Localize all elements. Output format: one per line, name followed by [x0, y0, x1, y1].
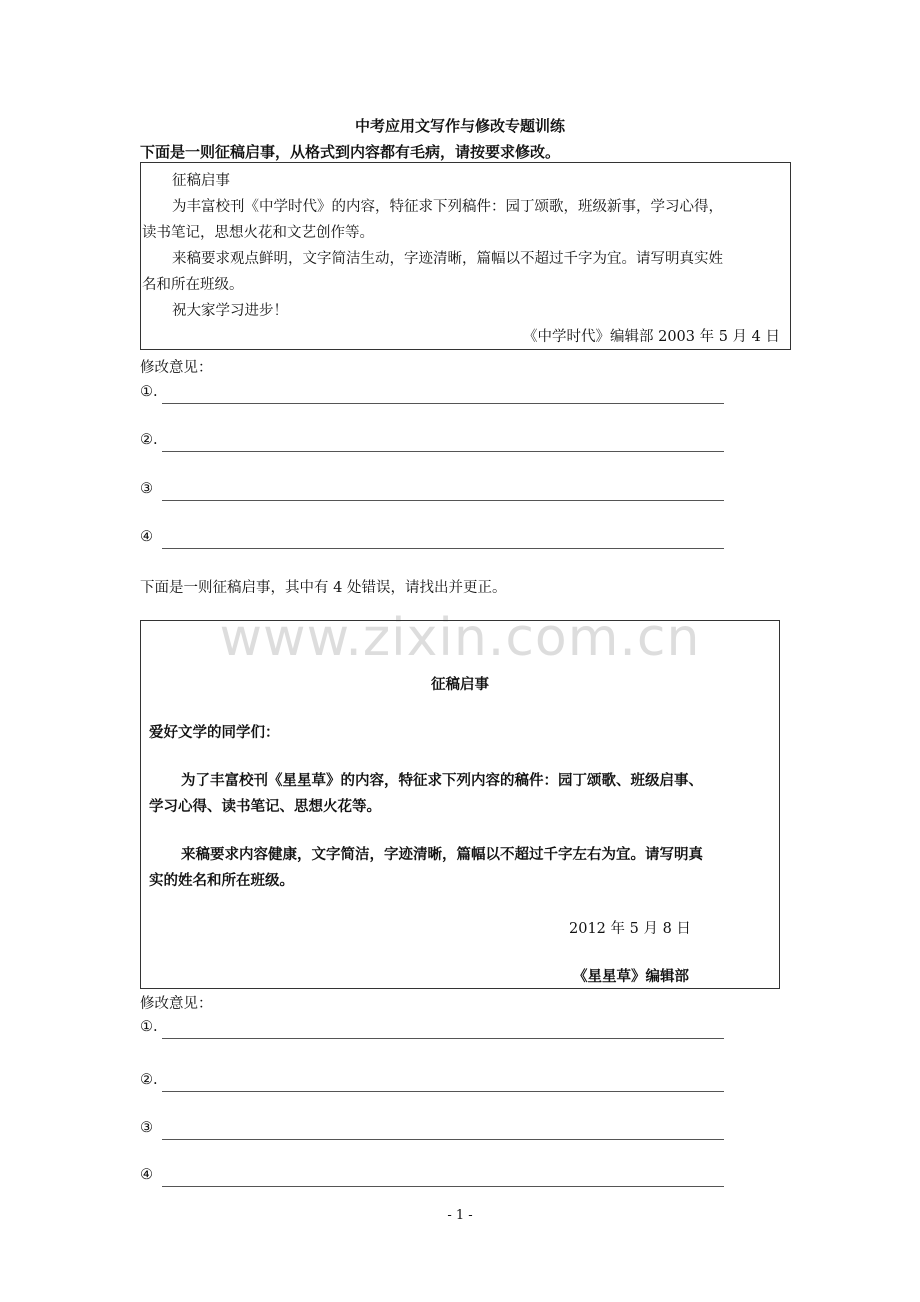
section2-instruction: 下面是一则征稿启事，其中有 4 处错误，请找出并更正。 — [140, 580, 507, 596]
notice2-para2-line2: 实的姓名和所在班级。 — [149, 872, 294, 889]
notice-box-1 — [140, 162, 791, 350]
notice1-heading: 征稿启事 — [172, 173, 230, 189]
answer-number: ④ — [140, 529, 153, 545]
notice1-para1-line1: 为丰富校刊《中学时代》的内容，特征求下列稿件：园丁颂歌，班级新事，学习心得， — [172, 199, 723, 215]
answer-line-2-2[interactable] — [140, 1070, 724, 1092]
notice1-signature: 《中学时代》编辑部 2003 年 5 月 4 日 — [522, 329, 780, 345]
notice1-para2-line2: 名和所在班级。 — [142, 277, 244, 293]
notice1-closing: 祝大家学习进步！ — [172, 303, 288, 319]
section1-instruction: 下面是一则征稿启事，从格式到内容都有毛病，请按要求修改。 — [140, 143, 561, 161]
answer-number: ②. — [140, 432, 158, 448]
notice2-date: 2012 年 5 月 8 日 — [569, 921, 691, 937]
notice2-para2-line1: 来稿要求内容健康，文字简洁，字迹清晰，篇幅以不超过千字左右为宜。请写明真 — [181, 846, 703, 863]
answer-number: ③ — [140, 1120, 153, 1136]
answer-line-1-1[interactable] — [140, 382, 724, 404]
notice2-heading: 征稿启事 — [431, 676, 489, 693]
answer-number: ③ — [140, 481, 153, 497]
page-number: - 1 - — [447, 1208, 473, 1223]
answer-line-1-3[interactable] — [140, 479, 724, 501]
watermark: www.zixin.com.cn — [219, 608, 701, 668]
answer-number: ②. — [140, 1072, 158, 1088]
page-title: 中考应用文写作与修改专题训练 — [354, 117, 565, 135]
notice-box-2 — [140, 620, 780, 989]
notice1-para1-line2: 读书笔记，思想火花和文艺创作等。 — [142, 225, 374, 241]
answer-line-2-4[interactable] — [140, 1165, 724, 1187]
notice2-para1-line2: 学习心得、读书笔记、思想火花等。 — [149, 798, 381, 815]
opinion-label-1: 修改意见： — [140, 360, 213, 376]
answer-number: ④ — [140, 1167, 153, 1183]
answer-line-2-3[interactable] — [140, 1118, 724, 1140]
answer-line-1-2[interactable] — [140, 430, 724, 452]
notice2-signature: 《星星草》编辑部 — [573, 968, 689, 985]
answer-number: ①. — [140, 384, 158, 400]
notice2-para1-line1: 为了丰富校刊《星星草》的内容，特征求下列内容的稿件：园丁颂歌、班级启事、 — [181, 772, 703, 789]
answer-line-2-1[interactable] — [140, 1017, 724, 1039]
notice2-salutation: 爱好文学的同学们： — [149, 724, 280, 741]
answer-number: ①. — [140, 1019, 158, 1035]
answer-line-1-4[interactable] — [140, 527, 724, 549]
opinion-label-2: 修改意见： — [140, 996, 213, 1012]
notice1-para2-line1: 来稿要求观点鲜明，文字简洁生动，字迹清晰，篇幅以不超过千字为宜。请写明真实姓 — [172, 251, 723, 267]
